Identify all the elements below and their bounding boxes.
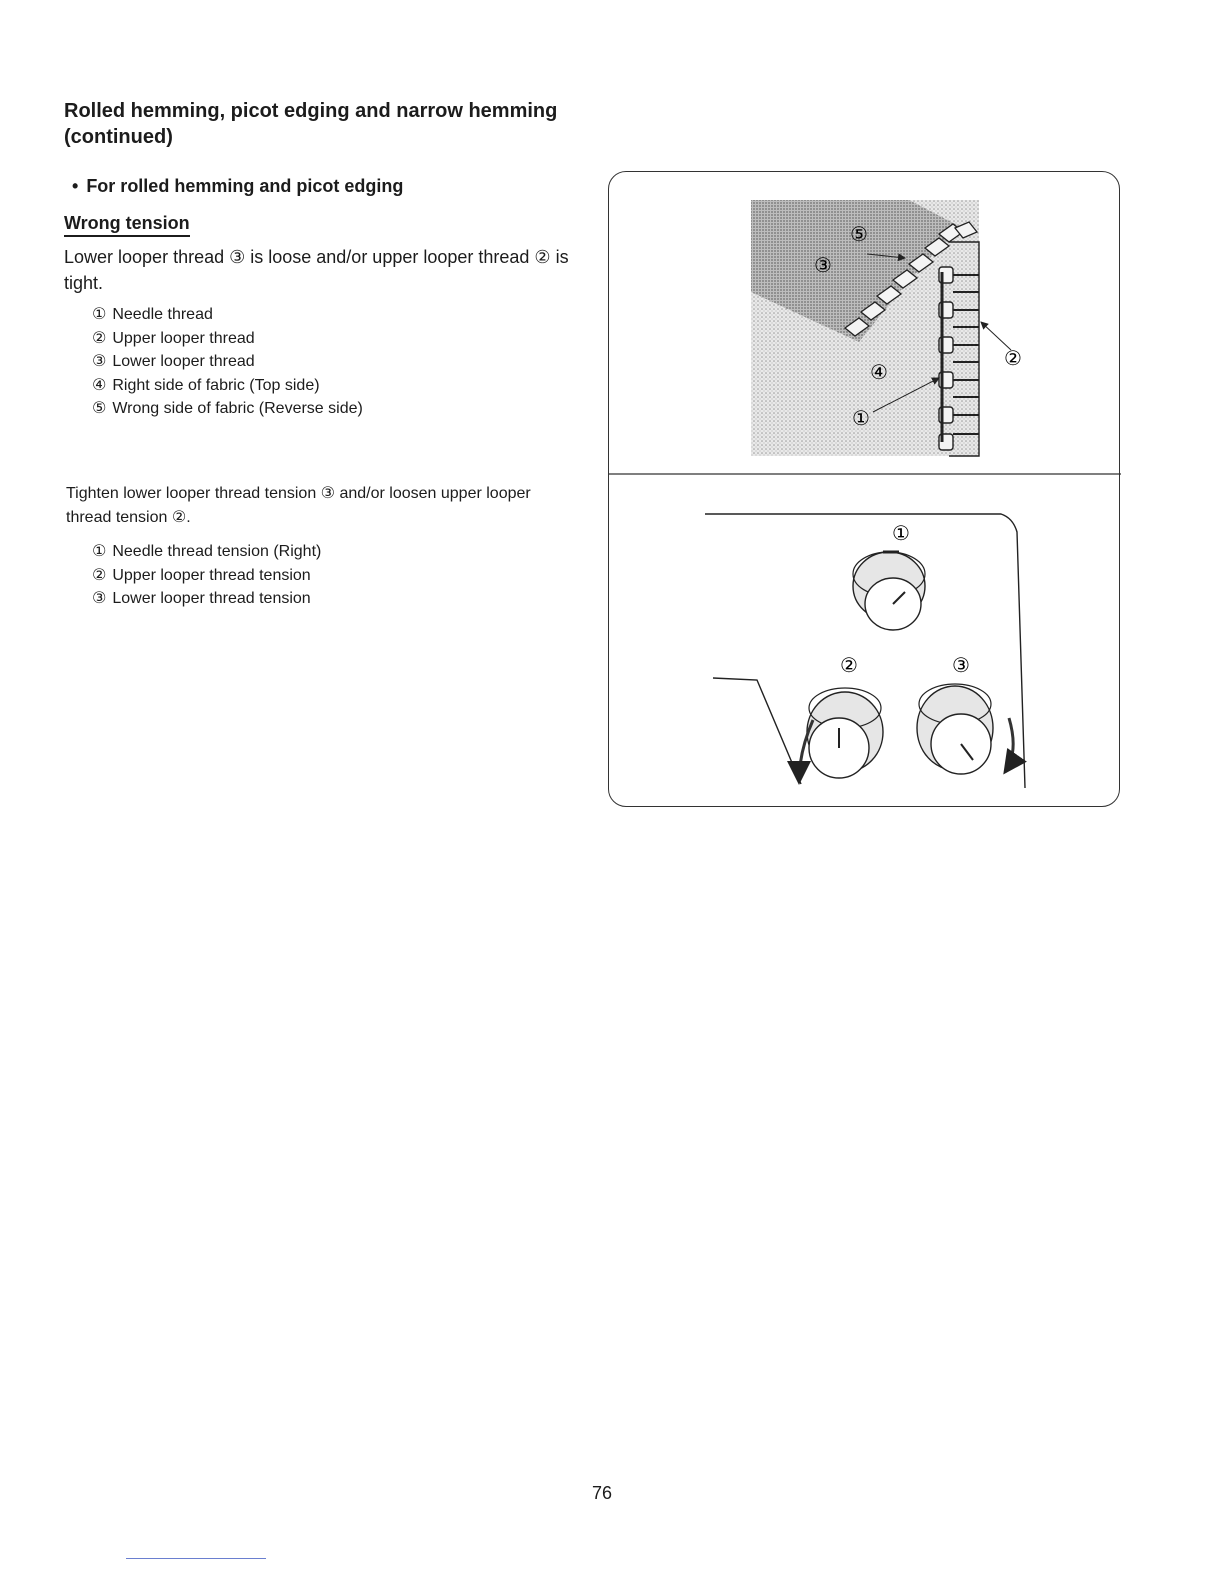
fabric-illustration (751, 200, 1022, 456)
bullet-icon: • (72, 176, 79, 196)
list-item (92, 350, 363, 374)
list-item (92, 327, 363, 351)
list-item (92, 540, 321, 564)
page-number: 76 (592, 1483, 613, 1503)
wrong-tension-description: Lower looper thread ③ is loose and/or upper looper thread ② is tight. (64, 247, 569, 293)
item-text: Lower looper thread tension (112, 590, 311, 607)
subsection-title: For rolled hemming and picot edging (86, 176, 404, 196)
dial-callout-2: ② (840, 653, 858, 677)
item-text: Upper looper thread tension (112, 566, 311, 584)
item-text: Needle thread (112, 306, 213, 323)
thread-parts-list (92, 303, 363, 421)
figure-box (608, 171, 1120, 807)
fix-description: Tighten lower looper thread tension ③ and/or loosen upper looper thread tension ②. (66, 485, 531, 526)
item-text: Needle thread tension (Right) (112, 543, 322, 560)
callout-5: ⑤ (850, 222, 868, 246)
callout-1: ① (852, 406, 870, 430)
upper-looper-tension-dial (799, 688, 883, 782)
list-item (92, 587, 321, 611)
figure-illustration (609, 172, 1121, 808)
callout-4: ④ (870, 360, 888, 384)
callout-2: ② (1004, 346, 1022, 370)
item-number: ③ (92, 590, 107, 607)
lower-looper-tension-dial (917, 684, 1013, 774)
item-number: ② (92, 566, 107, 584)
wrong-tension-label: Wrong tension (64, 213, 190, 237)
list-item (92, 374, 363, 398)
item-text: Lower looper thread (112, 353, 255, 370)
subsection-heading (72, 176, 403, 197)
needle-tension-dial (853, 552, 925, 630)
heading-line-2: (continued) (64, 126, 173, 148)
item-number: ② (92, 329, 107, 347)
heading-line-1: Rolled hemming, picot edging and narrow hemming (64, 100, 558, 122)
item-number: ③ (92, 353, 107, 370)
list-item (92, 564, 321, 588)
callout-3: ③ (814, 253, 832, 277)
item-text: Right side of fabric (Top side) (112, 376, 320, 394)
list-item (92, 303, 363, 327)
dial-callout-1: ① (892, 521, 910, 545)
page-heading (64, 98, 557, 150)
item-number: ⑤ (92, 400, 107, 417)
footer-rule (126, 1558, 266, 1559)
dial-callout-3: ③ (952, 653, 970, 677)
item-text: Upper looper thread (112, 329, 255, 347)
list-item (92, 397, 363, 421)
item-number: ① (92, 306, 107, 323)
item-text: Wrong side of fabric (Reverse side) (112, 400, 363, 417)
tension-dials-list (92, 540, 321, 611)
item-number: ④ (92, 376, 107, 394)
item-number: ① (92, 543, 107, 560)
tension-dials-illustration (705, 514, 1025, 788)
